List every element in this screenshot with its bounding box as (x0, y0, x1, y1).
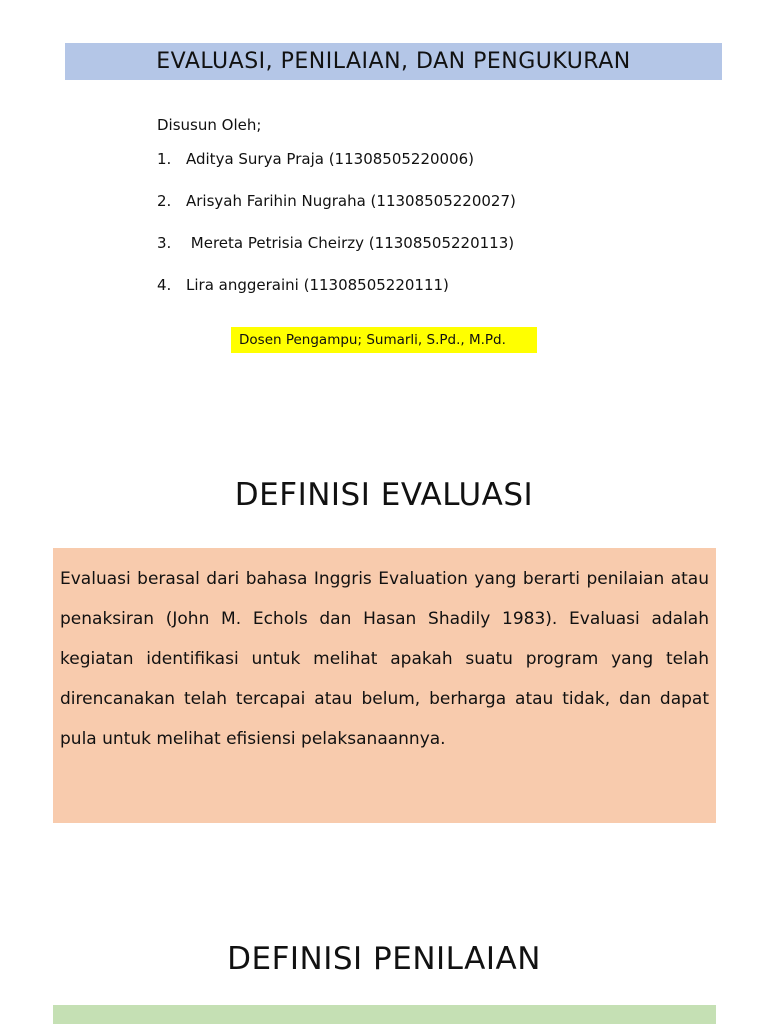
authors-list (157, 150, 516, 318)
author-name: Arisyah Farihin Nugraha (11308505220027) (186, 192, 516, 210)
author-item (157, 276, 516, 318)
author-name: Mereta Petrisia Cheirzy (11308505220113) (186, 234, 515, 252)
evaluasi-definition-text: Evaluasi berasal dari bahasa Inggris Evaluation yang berarti penilaian atau penaksiran (John M. Echols dan Hasan Shadily 1983). Evaluasi adalah kegiatan identifikasi untuk melihat apakah suatu program yang telah direncanakan telah tercapai atau belum, berharga atau tidak, dan dapat pula untuk melihat efisiensi pelaksanaannya. (60, 569, 709, 749)
authors-label: Disusun Oleh; (157, 116, 262, 134)
document-title (65, 43, 722, 80)
lecturer-text: Dosen Pengampu; Sumarli, S.Pd., M.Pd. (239, 332, 506, 348)
author-item (157, 192, 516, 234)
evaluasi-definition-box (53, 548, 716, 823)
lecturer-highlight (231, 327, 537, 353)
author-name: Aditya Surya Praja (11308505220006) (186, 150, 475, 168)
penilaian-definition-box (53, 1005, 716, 1024)
author-item (157, 150, 516, 192)
author-name: Lira anggeraini (11308505220111) (186, 276, 449, 294)
author-number: 2. (157, 192, 172, 210)
document-title-text: EVALUASI, PENILAIAN, DAN PENGUKURAN (156, 49, 631, 74)
heading-definisi-evaluasi: DEFINISI EVALUASI (234, 477, 534, 513)
author-number: 3. (157, 234, 172, 252)
author-number: 4. (157, 276, 172, 294)
author-item (157, 234, 516, 276)
heading-definisi-penilaian: DEFINISI PENILAIAN (227, 941, 541, 977)
authors-block (157, 116, 516, 318)
author-number: 1. (157, 150, 172, 168)
